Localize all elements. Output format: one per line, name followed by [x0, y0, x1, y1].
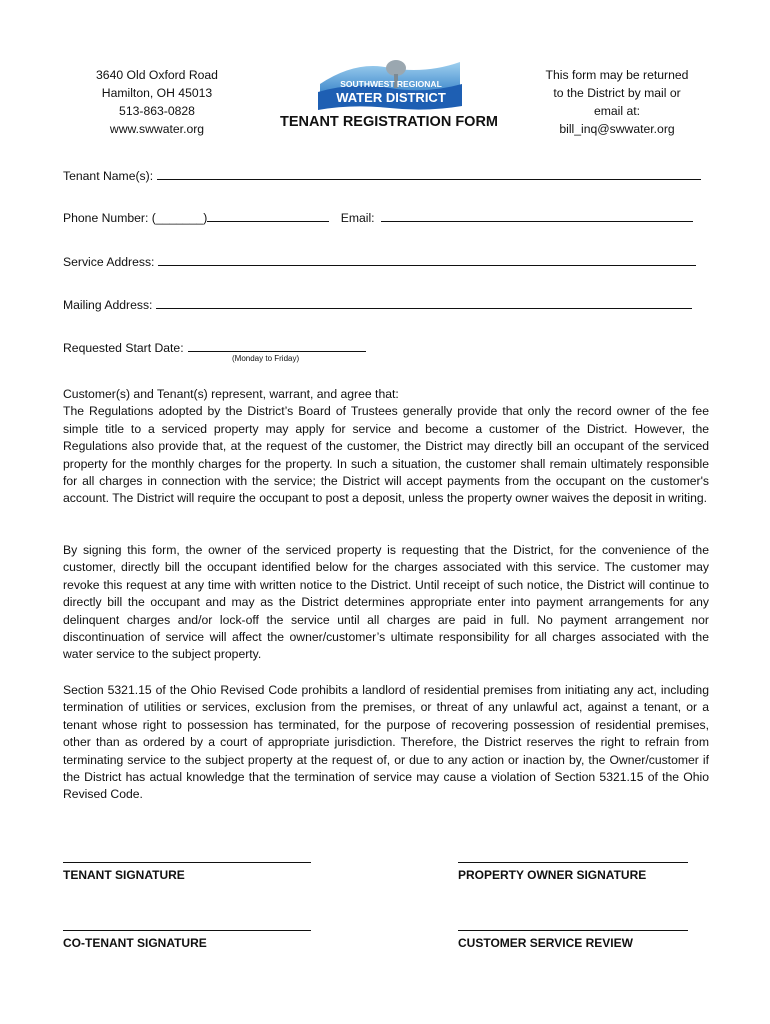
return-email: bill_inq@swwater.org [559, 122, 675, 136]
phone-field[interactable] [207, 209, 329, 222]
address-street: 3640 Old Oxford Road [96, 68, 218, 82]
service-address-field[interactable] [158, 253, 696, 266]
ohio-code-paragraph: Section 5321.15 of the Ohio Revised Code prohibits a landlord of residential premises from initiating any act, including termination of utilities or services, exclusion from the premises, or threat of any unlawful act, against a tenant, or a tenant whose right to possession has terminated, for the purpose of recovering possession of residential premises, other than as ordered by a court of appropriate jurisdiction. Therefore, the District reserves the right to refrain from terminating service to the subject property at the request of, or due to any action or inaction by, the Owner/customer if the District has actual knowledge that the termination of service may cause a violation of Section 5321.15 of the Ohio Revised Code. [63, 683, 709, 802]
regulations-paragraph: The Regulations adopted by the District’s Board of Trustees generally provide that only the record owner of the fee simple title to a serviced property may apply for service and become a customer of the District. However, the Regulations also provide that, at the request of the customer, the District may directly bill an occupant of the serviced property for the monthly charges for the property. In such a situation, the customer shall remain ultimately responsible for all charges in connection with the service; the District will accept payments from the occupant on the customer's account. The District will require the occupant to post a deposit, unless the property owner waives the deposit in writing. [63, 404, 709, 506]
address-website: www.swwater.org [109, 122, 205, 136]
email-label: Email: [340, 211, 375, 225]
customer-service-review-line[interactable] [458, 930, 688, 931]
start-date-field[interactable] [188, 339, 366, 352]
water-district-logo [316, 54, 464, 114]
phone-email-row [63, 209, 693, 225]
service-address-label: Service Address: [63, 255, 155, 269]
property-owner-signature-label: PROPERTY OWNER SIGNATURE [458, 868, 647, 882]
agreement-section [63, 386, 709, 508]
service-address-row [63, 253, 696, 269]
tenant-names-label: Tenant Name(s): [63, 169, 154, 183]
phone-label: Phone Number: (_______) [63, 211, 208, 225]
owner-request-paragraph: By signing this form, the owner of the serviced property is requesting that the District, for the convenience of the customer, directly bill the occupant identified below for the charges associated with this service. The customer may revoke this request at any time with written notice to the District. Until receipt of such notice, the District will continue to directly bill the occupant and may as the District determines appropriate enter into payment arrangements for any delinquent charges and/or lock-off the service until all charges are paid in full. No payment arrangement nor discontinuation of service will affect the owner/customer’s ultimate responsibility for all charges associated with the water service to the subject property. [63, 543, 709, 662]
logo-main-text: WATER DISTRICT [336, 90, 446, 105]
return-line-2: to the District by mail or [553, 86, 681, 100]
mailing-address-label: Mailing Address: [63, 298, 153, 312]
tenant-signature-label: TENANT SIGNATURE [63, 868, 185, 882]
mailing-address-row [63, 296, 692, 312]
form-title: TENANT REGISTRATION FORM [279, 114, 499, 130]
tenant-names-field[interactable] [157, 167, 701, 180]
customer-service-review-label: CUSTOMER SERVICE REVIEW [458, 936, 633, 950]
return-instructions [528, 66, 706, 138]
start-date-label: Requested Start Date: [63, 341, 184, 355]
agreement-intro: Customer(s) and Tenant(s) represent, warrant, and agree that: [63, 387, 399, 401]
return-line-3: email at: [593, 104, 641, 118]
start-date-hint: (Monday to Friday) [232, 354, 300, 363]
district-address [82, 66, 232, 138]
logo-top-text: SOUTHWEST REGIONAL [340, 79, 442, 89]
email-field[interactable] [381, 209, 693, 222]
property-owner-signature-line[interactable] [458, 862, 688, 863]
address-phone: 513-863-0828 [119, 104, 195, 118]
start-date-row [63, 339, 366, 355]
mailing-address-field[interactable] [156, 296, 692, 309]
tenant-signature-line[interactable] [63, 862, 311, 863]
return-line-1: This form may be returned [545, 68, 689, 82]
tenant-names-row [63, 167, 701, 183]
co-tenant-signature-label: CO-TENANT SIGNATURE [63, 936, 207, 950]
address-city: Hamilton, OH 45013 [101, 86, 213, 100]
co-tenant-signature-line[interactable] [63, 930, 311, 931]
